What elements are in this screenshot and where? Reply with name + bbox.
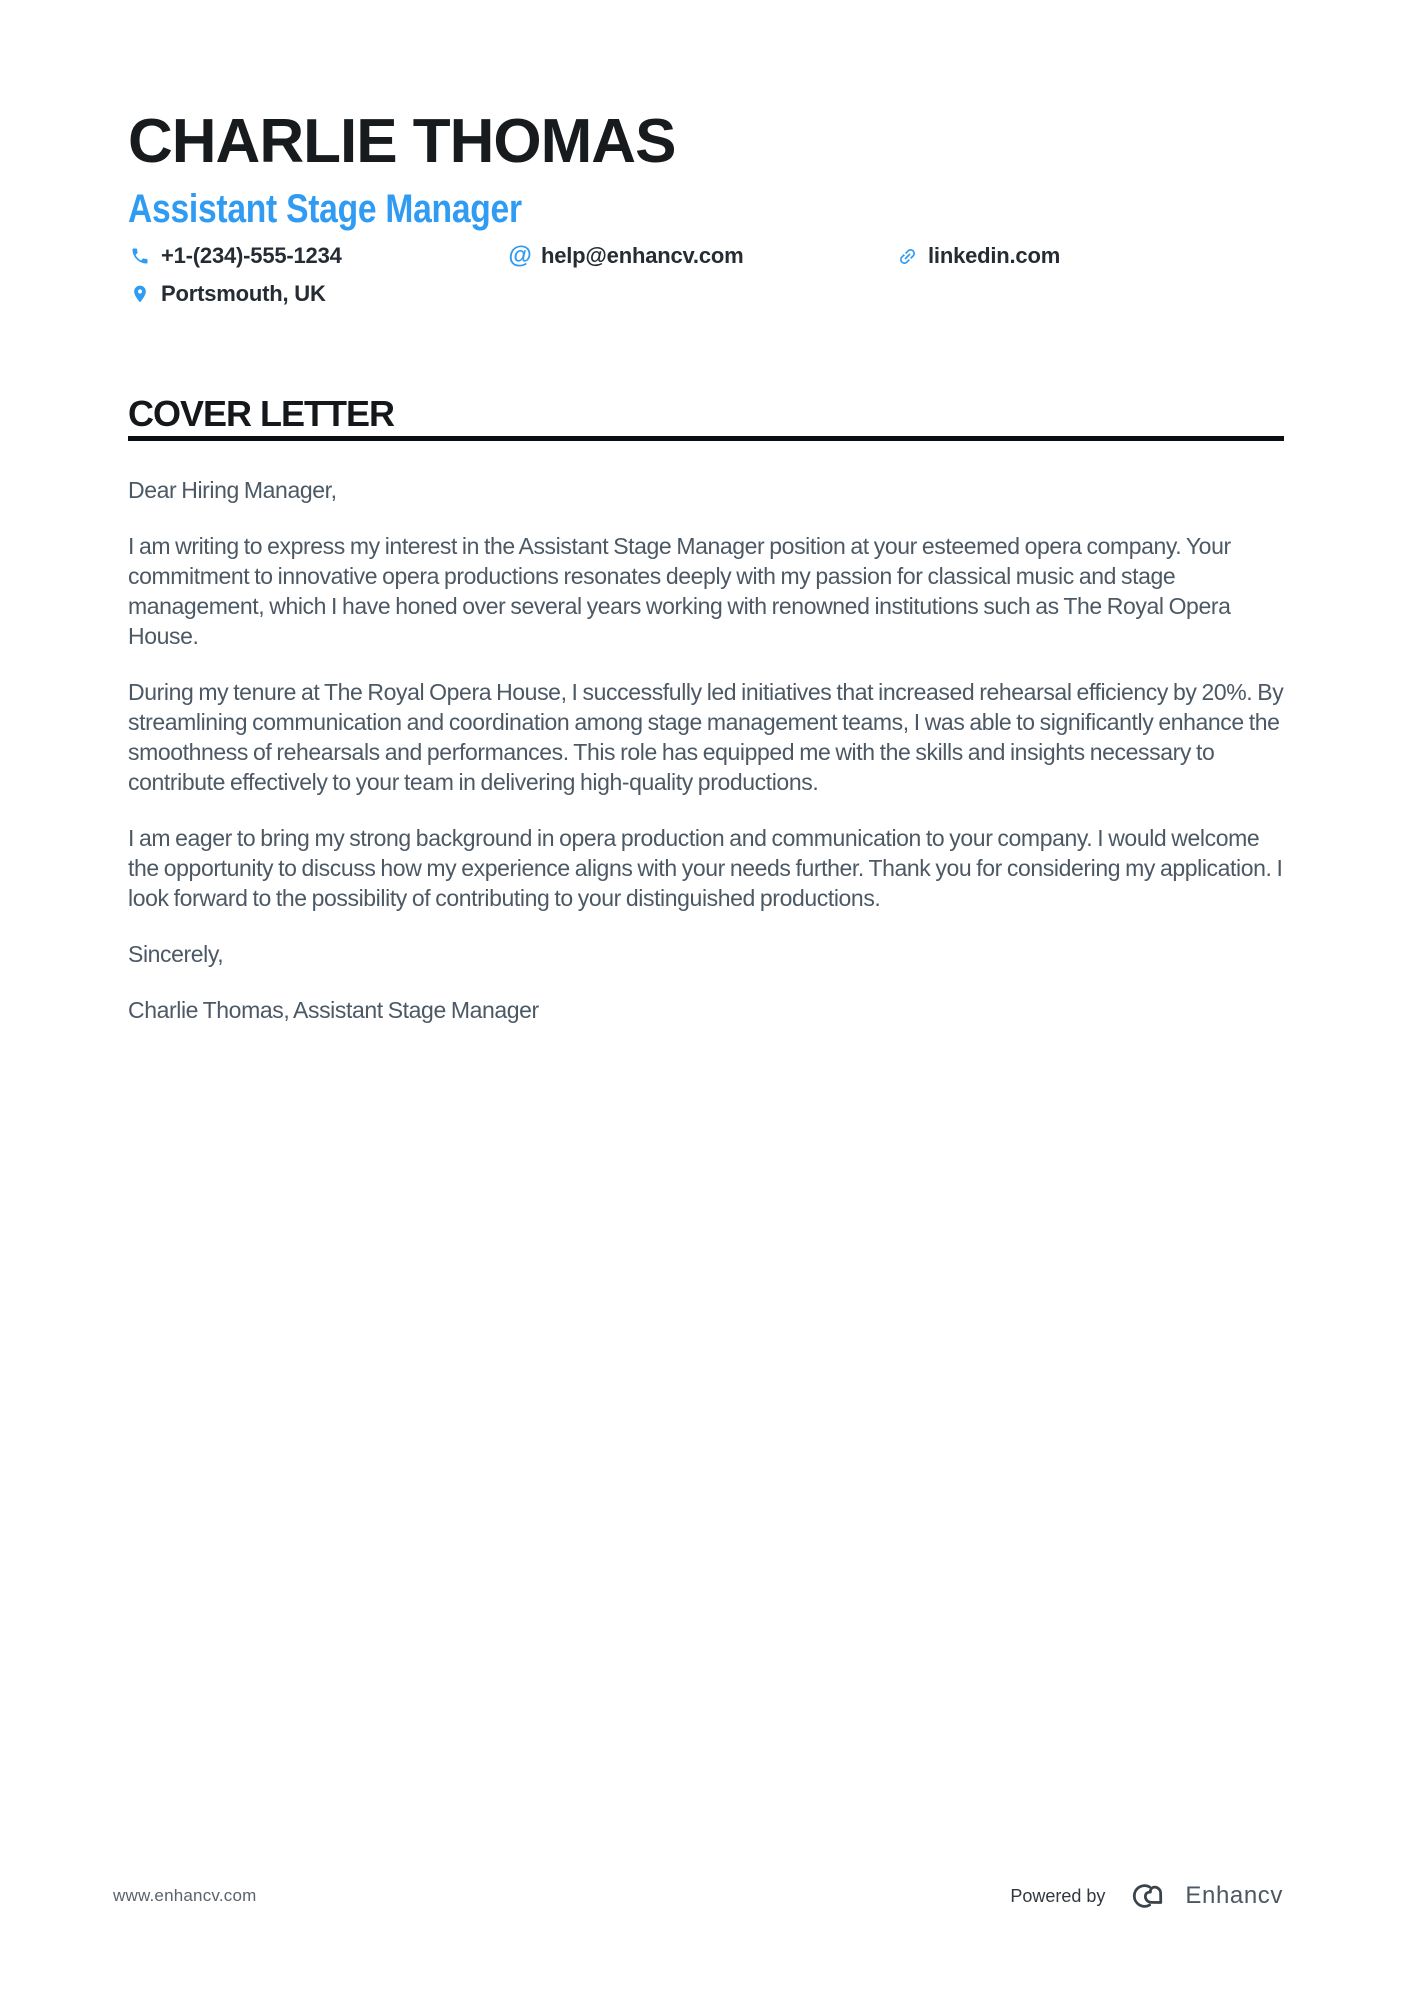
contact-location (128, 281, 508, 307)
content-column (128, 0, 1284, 1025)
job-title: Assistant Stage Manager (128, 187, 522, 231)
location-text: Portsmouth, UK (161, 281, 326, 306)
contact-link[interactable] (895, 243, 1284, 269)
location-pin-icon (128, 282, 152, 306)
phone-number: +1-(234)-555-1234 (161, 243, 342, 268)
contact-info (128, 243, 1284, 307)
letter-body (128, 475, 1284, 1025)
contact-phone (128, 243, 508, 269)
page-footer (113, 1874, 1283, 1918)
contact-email[interactable] (508, 243, 895, 269)
letter-paragraph: I am writing to express my interest in the Assistant Stage Manager position at your esteemed opera company. Your commitment to innovative opera productions resonates deeply with my passion for classical music and stage management, which I have honed over several years working with renowned institutions such as The Royal Opera House. (128, 533, 1231, 649)
powered-by-label: Powered by (1010, 1885, 1106, 1906)
person-name: CHARLIE THOMAS (128, 107, 676, 176)
email-address[interactable]: help@enhancv.com (541, 243, 744, 268)
letter-signature: Charlie Thomas, Assistant Stage Manager (128, 997, 539, 1023)
letter-closing: Sincerely, (128, 941, 224, 967)
at-icon: @ (508, 242, 532, 269)
section-title-cover-letter: COVER LETTER (128, 395, 1284, 441)
salutation: Dear Hiring Manager, (128, 477, 337, 503)
link-icon (895, 244, 919, 268)
phone-icon (128, 244, 152, 268)
letter-paragraph: During my tenure at The Royal Opera House, I successfully led initiatives that increased rehearsal efficiency by 20%. By streamlining communication and coordination among stage management teams, I was able to significantly enhance the smoothness of rehearsals and performances. This role has equipped me with the skills and insights necessary to contribute effectively to your team in delivering high-quality productions. (128, 679, 1284, 795)
enhancv-wordmark: Enhancv (1185, 1882, 1283, 1909)
letter-paragraph: I am eager to bring my strong background in opera production and communication to your company. I would welcome the opportunity to discuss how my experience aligns with your needs further. Thank you for considering my application. I look forward to the possibility of contributing to your distinguished productions. (128, 825, 1283, 911)
footer-website-link[interactable]: www.enhancv.com (113, 1886, 257, 1905)
powered-by-group[interactable] (1010, 1879, 1283, 1913)
enhancv-logo-icon (1121, 1879, 1169, 1913)
link-text[interactable]: linkedin.com (928, 243, 1061, 268)
